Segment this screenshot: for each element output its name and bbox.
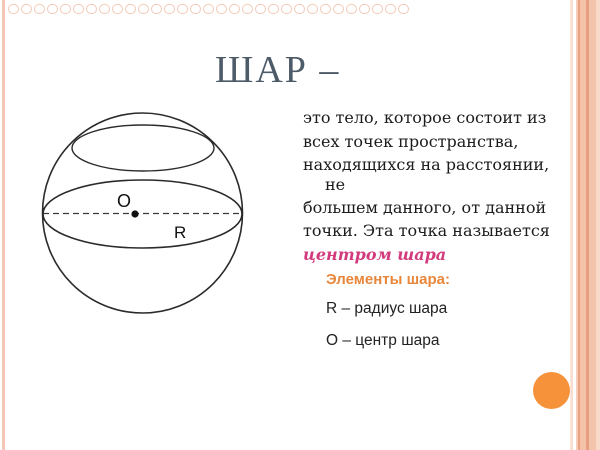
top-border-circle <box>190 4 201 15</box>
top-border-circle <box>320 4 331 15</box>
accent-circle <box>533 372 570 409</box>
top-border-circle <box>359 4 370 15</box>
definition-line: не <box>325 174 346 194</box>
definition-line: всех точек пространства, <box>303 131 519 151</box>
top-border-circle <box>73 4 84 15</box>
upper-section-ellipse <box>72 125 214 171</box>
radius-label: R <box>174 223 187 242</box>
top-border-circle <box>8 4 19 15</box>
element-center: О – центр шара <box>326 332 440 349</box>
equator-ellipse <box>43 180 242 248</box>
top-border-circle <box>281 4 292 15</box>
top-border-circle <box>47 4 58 15</box>
definition-highlight: центром шара <box>303 244 447 264</box>
top-border-circle <box>255 4 266 15</box>
top-border-circle <box>385 4 396 15</box>
page-title: ШАР – <box>215 49 341 91</box>
left-border-line <box>2 0 5 450</box>
definition-text <box>303 106 578 266</box>
top-border-circle <box>177 4 188 15</box>
top-border-circle <box>21 4 32 15</box>
sphere-elements-list <box>326 271 450 364</box>
elements-heading: Элементы шара: <box>326 271 450 288</box>
top-border-circle <box>60 4 71 15</box>
definition-line: точки. Эта точка называется <box>303 221 550 240</box>
top-border-circle <box>333 4 344 15</box>
top-border-circle <box>398 4 409 15</box>
definition-line: находящихся на расстоянии, <box>303 155 550 174</box>
sphere-diagram <box>27 110 267 345</box>
element-radius: R – радиус шара <box>326 300 448 317</box>
top-border-circle <box>229 4 240 15</box>
top-border-circle <box>34 4 45 15</box>
top-border-circle <box>86 4 97 15</box>
center-label: O <box>117 191 132 211</box>
top-border-circle <box>372 4 383 15</box>
center-point <box>131 210 138 217</box>
top-border-circle <box>164 4 175 15</box>
top-border-circle <box>138 4 149 15</box>
definition-line: большем данного, от данной <box>303 197 547 217</box>
top-border-circle <box>268 4 279 15</box>
top-border-circle <box>112 4 123 15</box>
top-border-circle <box>216 4 227 15</box>
top-border-circle <box>294 4 305 15</box>
top-circle-border <box>8 3 409 15</box>
top-border-circle <box>346 4 357 15</box>
top-border-circle <box>242 4 253 15</box>
top-border-circle <box>203 4 214 15</box>
top-border-circle <box>125 4 136 15</box>
top-border-circle <box>151 4 162 15</box>
top-border-circle <box>307 4 318 15</box>
top-border-circle <box>99 4 110 15</box>
definition-line: это тело, которое состоит из <box>303 108 547 127</box>
